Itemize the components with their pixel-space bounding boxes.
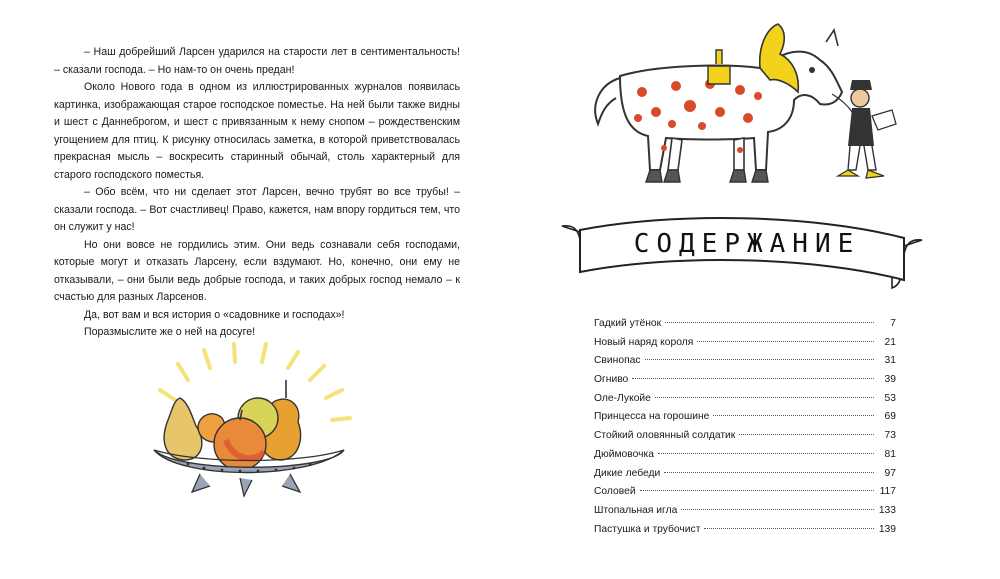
toc-entry[interactable] <box>594 486 896 505</box>
toc-entry-title: Пастушка и трубочист <box>594 523 701 535</box>
toc-leader-dots <box>739 434 874 435</box>
toc-leader-dots <box>664 472 874 473</box>
toc-leader-dots <box>681 509 874 510</box>
fruit-bowl-illustration <box>140 340 360 510</box>
toc-entry[interactable] <box>594 449 896 468</box>
toc-entry-page: 73 <box>884 430 896 442</box>
toc-entry-title: Дикие лебеди <box>594 467 661 479</box>
toc-leader-dots <box>632 378 874 379</box>
toc-entry-title: Свинопас <box>594 355 641 367</box>
toc-leader-dots <box>665 322 874 323</box>
story-paragraph: Да, вот вам и вся история о «садовнике и господах»! <box>84 308 345 321</box>
toc-entry-title: Дюймовочка <box>594 448 654 460</box>
toc-leader-dots <box>697 341 874 342</box>
story-text <box>54 44 460 342</box>
toc-entry-title: Гадкий утёнок <box>594 318 662 329</box>
story-paragraph: Около Нового года в одном из иллюстрированных журналов появилась картинка, изображающая старое господское поместье. На ней были также видны и шест с Даннеброгом, и шест с привязанным к нему снопом – рождественским угощением для птиц. К рисунку относилась заметка, в которой приветствовалась прекрасная мысль – воскресить старинный обычай, столь характерный для старого господского поместья. <box>54 81 460 181</box>
toc-entry[interactable] <box>594 468 896 487</box>
toc-entry-title: Новый наряд короля <box>594 336 694 348</box>
horse-illustration <box>580 20 920 200</box>
story-paragraph: – Наш добрейший Ларсен ударился на старости лет в сентиментальность! – сказали господа. – Но нам-то он очень предан! <box>54 46 460 76</box>
toc-entry-page: 31 <box>884 355 896 367</box>
toc-entry-title: Принцесса на горошине <box>594 411 710 423</box>
toc-entry-page: 39 <box>884 374 896 386</box>
table-of-contents <box>594 318 896 542</box>
story-paragraph: Поразмыслите же о ней на досуге! <box>84 326 256 338</box>
toc-entry-page: 81 <box>884 448 896 460</box>
toc-entry[interactable] <box>594 318 896 337</box>
toc-leader-dots <box>645 359 874 360</box>
toc-leader-dots <box>658 453 874 454</box>
toc-entry-page: 97 <box>884 467 896 479</box>
toc-leader-dots <box>704 528 874 529</box>
toc-entry-page: 133 <box>878 504 896 516</box>
toc-entry-page: 139 <box>878 523 896 535</box>
toc-entry-page: 21 <box>884 336 896 348</box>
toc-entry[interactable] <box>594 355 896 374</box>
toc-entry-title: Оле-Лукойе <box>594 392 651 404</box>
toc-leader-dots <box>640 490 874 491</box>
toc-entry-page: 53 <box>884 392 896 404</box>
toc-entry-page: 7 <box>890 318 896 329</box>
toc-entry-page: 69 <box>884 411 896 423</box>
toc-entry[interactable] <box>594 393 896 412</box>
toc-leader-dots <box>655 397 874 398</box>
toc-entry-title: Соловей <box>594 486 636 498</box>
toc-entry[interactable] <box>594 524 896 543</box>
toc-entry[interactable] <box>594 337 896 356</box>
contents-heading: СОДЕРЖАНИЕ <box>633 229 861 259</box>
story-paragraph: – Обо всём, что ни сделает этот Ларсен, вечно трубят во все трубы! – сказали господа. – Вот счастливец! Право, кажется, нам впору гордиться тем, что он служит у нас! <box>54 186 460 233</box>
toc-entry-title: Огниво <box>594 374 629 386</box>
toc-entry[interactable] <box>594 411 896 430</box>
story-paragraph: Но они вовсе не гордились этим. Они ведь сознавали себя господами, которые могут и отказать Ларсену, если вздумают. Но, конечно, они ему не отказывали, – они были ведь добрые господа, и таких добрых господ немало – к счастью для разных Ларсенов. <box>54 238 460 303</box>
toc-entry[interactable] <box>594 505 896 524</box>
toc-entry[interactable] <box>594 430 896 449</box>
toc-entry[interactable] <box>594 374 896 393</box>
toc-leader-dots <box>713 415 874 416</box>
toc-entry-title: Стойкий оловянный солдатик <box>594 430 736 442</box>
toc-entry-page: 117 <box>879 486 896 498</box>
toc-entry-title: Штопальная игла <box>594 504 678 516</box>
